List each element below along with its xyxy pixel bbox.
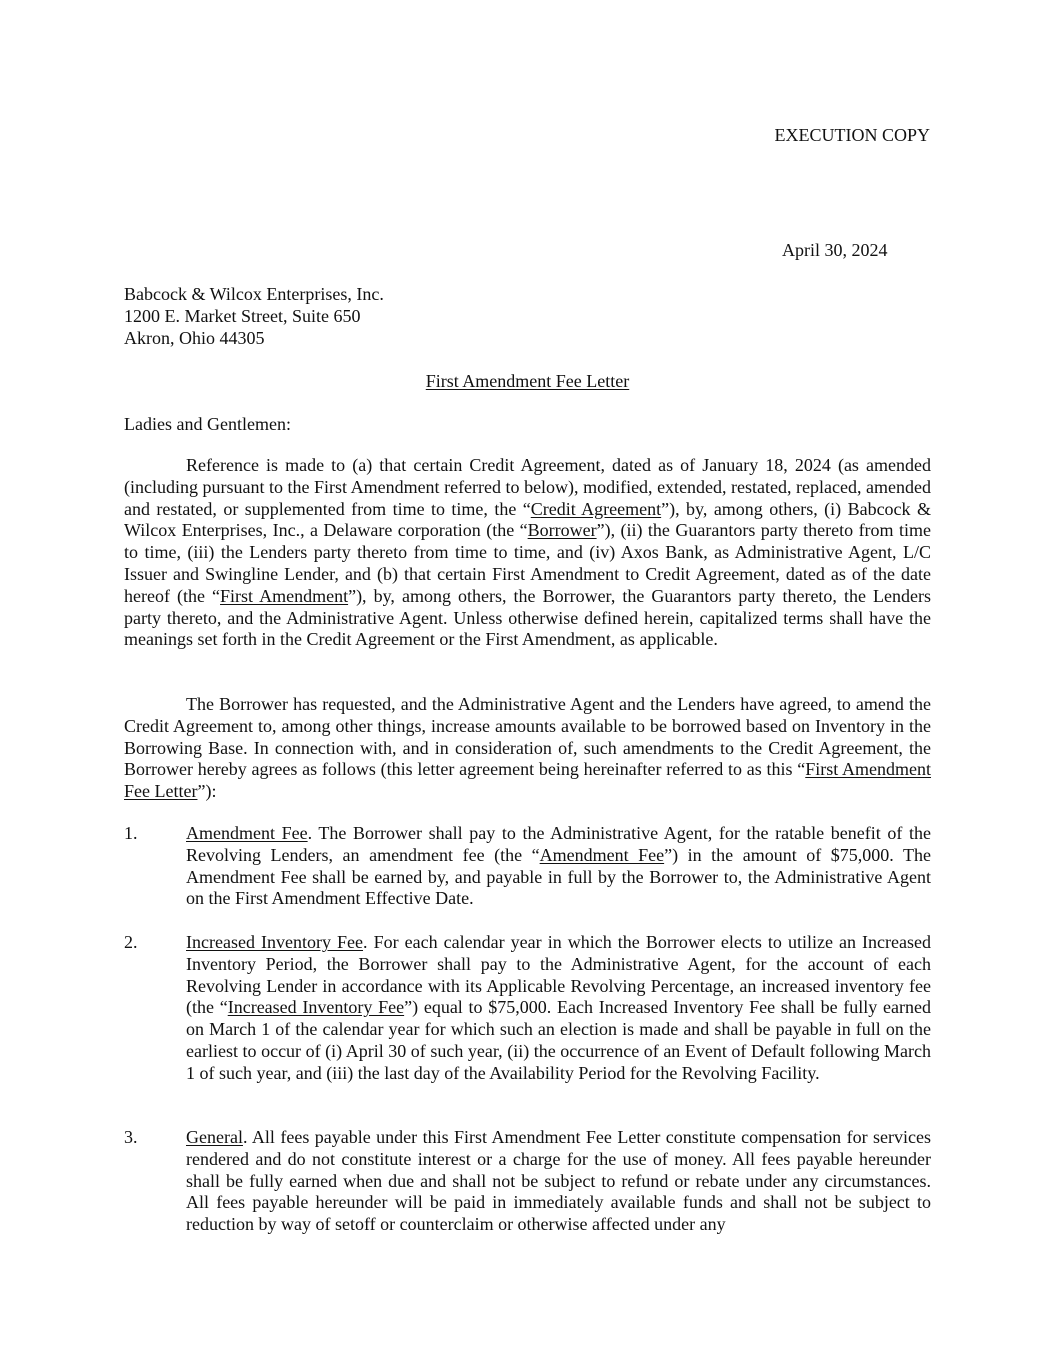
document-title-text: First Amendment Fee Letter bbox=[425, 371, 630, 391]
addressee-street: 1200 E. Market Street, Suite 650 bbox=[124, 305, 361, 326]
list-item-number: 1. bbox=[124, 823, 138, 843]
list-item-body bbox=[186, 1127, 931, 1236]
defined-term: General bbox=[186, 1127, 243, 1147]
defined-term: First Amendment bbox=[220, 585, 349, 606]
defined-term: Amendment Fee bbox=[539, 844, 665, 865]
text-run: ”): bbox=[197, 781, 217, 802]
defined-term: Increased Inventory Fee bbox=[186, 932, 364, 952]
reference-paragraph bbox=[124, 455, 931, 651]
text-run: . All fees payable under this First Amendment Fee Letter constitute compensation for services rendered and do not constitute interest or a charge for the use of money. All fees payable hereunder shall be fully earned when due and shall not be subject to refund or rebate under any circumstances. All fees payable hereunder will be paid in immediately available funds and shall not be subject to reduction by way of setoff or counterclaim or otherwise affected under any bbox=[186, 1127, 931, 1235]
text-run: Reference is made to (a) that certain Credit Agreement, dated as of January 18, 2024 (as amended (including pursuant to the First Amendment referred to below), modified, extended, restated, replaced, amended and restated, or supplemented from time to time, the “ bbox=[124, 455, 931, 519]
text-run: ”) equal to $75,000. Each Increased Inventory Fee shall be fully earned on March 1 of the calendar year for which such an election is made and shall be payable in full on the earliest to occur of (i) April 30 of such year, (ii) the occurrence of an Event of Default following March 1 of such year, and (iii) the last day of the Availability Period for the Revolving Facility. bbox=[186, 997, 931, 1083]
defined-term: Amendment Fee bbox=[186, 823, 308, 843]
text-run: ”), by, among others, (i) Babcock & Wilcox Enterprises, Inc., a Delaware corporation (the “ bbox=[124, 498, 931, 541]
text-run: ”), by, among others, the Borrower, the Guarantors party thereto, the Lenders party thereto, and the Administrative Agent. Unless otherwise defined herein, capitalized terms shall have the meanings set forth in the Credit Agreement or the First Amendment, as applicable. bbox=[124, 585, 931, 650]
text-run: . The Borrower shall pay to the Administrative Agent, for the ratable benefit of the Revolving Lenders, an amendment fee (the “ bbox=[186, 823, 931, 865]
list-item-number: 2. bbox=[124, 932, 138, 952]
letter-date: April 30, 2024 bbox=[782, 240, 888, 260]
text-run: . For each calendar year in which the Borrower elects to utilize an Increased Inventory Period, the Borrower shall pay to the Administrative Agent, for the account of each Revolving Lender in accordance with its Applicable Revolving Percentage, an increased inventory fee (the “ bbox=[186, 932, 931, 1018]
list-item-body bbox=[186, 932, 931, 1085]
execution-copy-label: EXECUTION COPY bbox=[774, 125, 930, 145]
addressee-company: Babcock & Wilcox Enterprises, Inc. bbox=[124, 284, 384, 304]
request-paragraph bbox=[124, 694, 931, 803]
addressee-city: Akron, Ohio 44305 bbox=[124, 327, 265, 348]
list-item-body bbox=[186, 823, 931, 910]
defined-term: Credit Agreement bbox=[530, 498, 662, 519]
defined-term: First Amendment Fee Letter bbox=[124, 759, 932, 802]
text-run: ”), (ii) the Guarantors party thereto from time to time, (iii) the Lenders party thereto from time to time, and (iv) Axos Bank, as Administrative Agent, L/C Issuer and Swingline Lender, and (b) that certain First Amendment to Credit Agreement, dated as of the date hereof (the “ bbox=[124, 520, 931, 606]
text-run: ”) in the amount of $75,000. The Amendment Fee shall be earned by, and payable in full by the Borrower to, the Administrative Agent on the First Amendment Effective Date. bbox=[186, 844, 931, 909]
list-item-number: 3. bbox=[124, 1127, 138, 1147]
defined-term: Increased Inventory Fee bbox=[227, 997, 405, 1018]
text-run: The Borrower has requested, and the Administrative Agent and the Lenders have agreed, to amend the Credit Agreement to, among other things, increase amounts available to be borrowed based on Inventory in the Borrowing Base. In connection with, and in consideration of, such amendments to the Credit Agreement, the Borrower hereby agrees as follows (this letter agreement being hereinafter referred to as this “ bbox=[124, 694, 931, 780]
defined-term: Borrower bbox=[527, 520, 597, 541]
salutation: Ladies and Gentlemen: bbox=[124, 414, 291, 434]
addressee-block bbox=[124, 284, 384, 349]
document-title bbox=[0, 371, 1055, 393]
